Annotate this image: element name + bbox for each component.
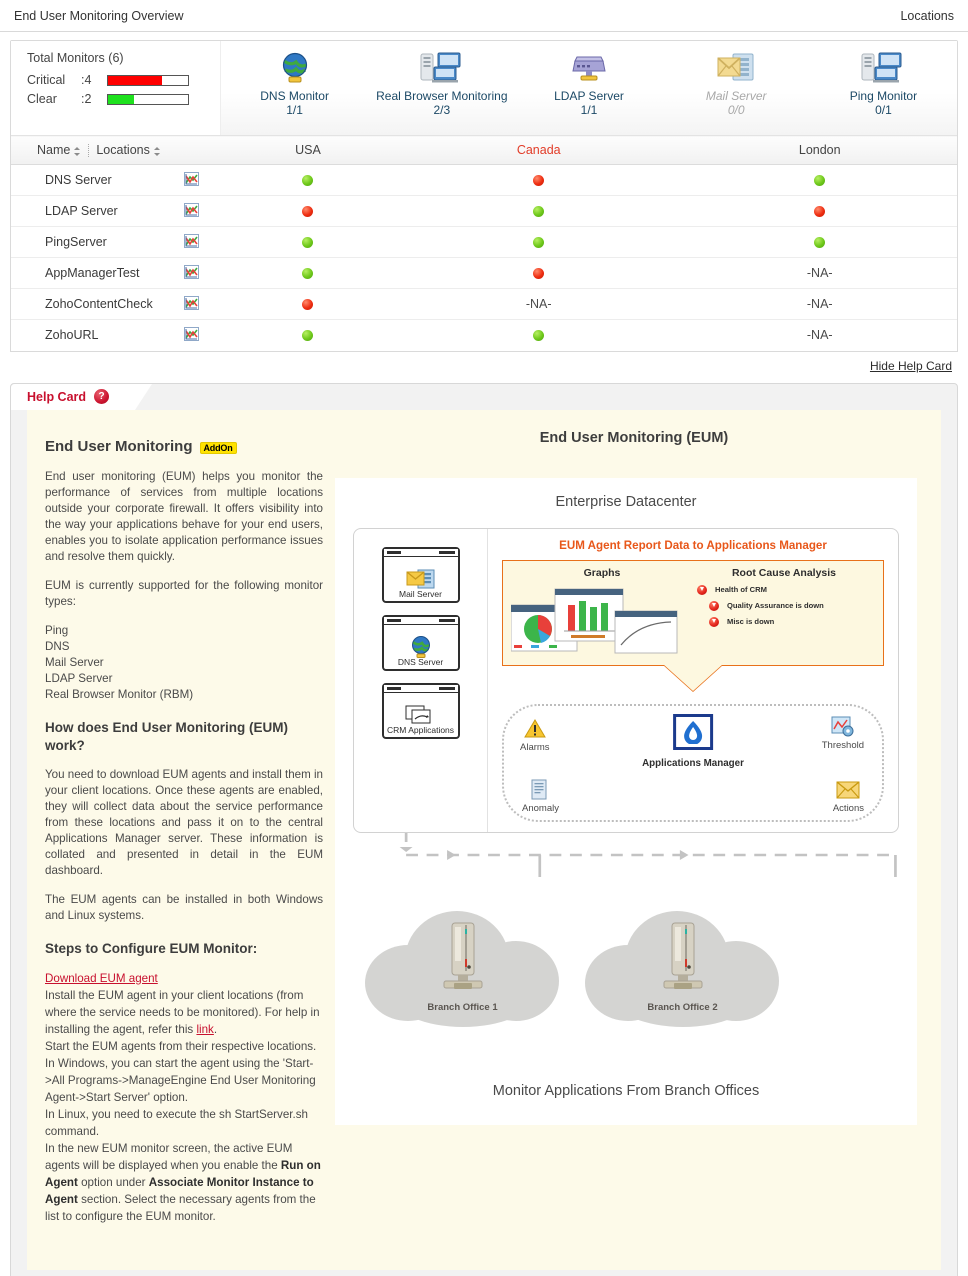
row-status-canada [395, 227, 683, 258]
summary-panel [10, 40, 958, 135]
row-status-canada [395, 320, 683, 351]
monitor-type-count: 0/0 [727, 103, 745, 117]
table-head [11, 136, 957, 165]
applications-manager-node [642, 714, 744, 769]
node-dns-server [382, 615, 460, 671]
diagram-footer: Monitor Applications From Branch Offices [492, 1082, 760, 1099]
help-install-link[interactable]: link [196, 1022, 214, 1036]
rca-label: Root Cause Analysis [731, 566, 837, 579]
header-name-label[interactable]: Name [37, 143, 71, 157]
help-step-4 [45, 1140, 327, 1225]
help-card-body [27, 410, 941, 1270]
status-na: -NA- [806, 328, 833, 343]
monitor-type-name: Mail Server [705, 89, 767, 103]
document-icon [522, 777, 559, 803]
help-step-4-text-e: section. Select the necessary agents from the list to configure the EUM monitor. [45, 1192, 316, 1223]
row-graph-cell[interactable] [161, 227, 221, 258]
row-status-london [682, 289, 957, 320]
monitor-type-name: Ping Monitor [849, 89, 918, 103]
help-card-tab[interactable] [11, 384, 135, 410]
rca-item [697, 601, 875, 611]
stat-critical-value: :4 [81, 73, 92, 87]
status-dot-clear[interactable] [814, 175, 825, 186]
row-status-usa [221, 165, 395, 196]
monitor-type-count: 1/1 [286, 103, 303, 117]
help-card-tab-label: Help Card [27, 389, 87, 404]
diagram-title: End User Monitoring (EUM) [539, 429, 729, 446]
header-locations-label[interactable]: Locations [96, 143, 150, 157]
row-monitor-name[interactable]: AppManagerTest [11, 258, 161, 289]
status-na: -NA- [806, 266, 833, 280]
monitor-type-name: Real Browser Monitoring [376, 89, 508, 103]
warning-triangle-icon [520, 716, 550, 742]
row-status-usa [221, 320, 395, 351]
monitor-type-item: LDAP Server [45, 671, 113, 685]
row-status-canada [395, 165, 683, 196]
monitors-table [11, 135, 957, 351]
status-dot-critical[interactable] [302, 299, 313, 310]
row-status-usa [221, 289, 395, 320]
monitor-type-count: 1/1 [580, 103, 598, 117]
help-card [10, 383, 958, 1276]
total-monitors-label: Total Monitors (6) [27, 51, 124, 65]
table-row[interactable] [11, 196, 957, 227]
server-rack-icon [438, 921, 488, 997]
table-body [11, 165, 957, 351]
help-step-4-text-a: In the new EUM monitor screen, the active EUM agents will be displayed when you enable the [45, 1141, 293, 1172]
feature-threshold-label: Threshold [821, 739, 864, 751]
row-monitor-name[interactable]: ZohoContentCheck [11, 289, 161, 320]
monitor-type-item: Ping [45, 623, 69, 637]
row-status-usa [221, 196, 395, 227]
monitor-type-name: DNS Monitor [260, 89, 329, 103]
help-step-1-text-a: Install the EUM agent in your client locations (from where the service needs to be monitored). For help in installing the agent, refer this [45, 988, 320, 1036]
help-card-text-column [27, 410, 327, 1270]
help-step-1 [45, 987, 327, 1038]
row-graph-cell[interactable] [161, 258, 221, 289]
status-dot-clear[interactable] [533, 206, 544, 217]
row-status-usa [221, 227, 395, 258]
monitor-types-list [45, 623, 327, 703]
monitor-type-real-browser-monitoring[interactable] [368, 41, 515, 135]
applications-manager-label: Applications Manager [642, 757, 744, 769]
help-heading-how-it-works: How does End User Monitoring (EUM) work? [45, 719, 288, 753]
node-dns-server-label: DNS Server [397, 656, 444, 667]
status-na: -NA- [806, 297, 833, 311]
chart-icon[interactable] [184, 327, 199, 341]
branch-offices [335, 887, 917, 1077]
monitor-type-mail-server[interactable] [663, 41, 810, 135]
chart-icon[interactable] [184, 203, 199, 217]
sort-arrow-icon[interactable] [74, 147, 81, 156]
row-monitor-name[interactable]: ZohoURL [45, 328, 99, 343]
chart-icon[interactable] [184, 172, 199, 186]
chart-icon[interactable] [184, 234, 199, 248]
table-row[interactable] [11, 258, 957, 289]
dns-globe-icon [408, 636, 434, 658]
row-graph-cell[interactable] [161, 289, 221, 320]
row-graph-cell[interactable] [161, 320, 221, 351]
node-crm-applications [382, 683, 460, 739]
help-step-4-text-c: option under [77, 1175, 149, 1189]
branch-office-1-label: Branch Office 1 [427, 1001, 498, 1013]
help-heading-steps: Steps to Configure EUM Monitor: [45, 940, 258, 956]
header-name-locations [11, 136, 221, 165]
top-bar [0, 0, 968, 32]
row-status-london [682, 165, 957, 196]
monitor-type-item: Real Browser Monitor (RBM) [45, 687, 194, 701]
status-dot-clear[interactable] [302, 237, 313, 248]
feature-alarms-label: Alarms [520, 741, 550, 753]
help-paragraph-3: You need to download EUM agents and install them in your client locations. Once these agents are enabled, they will collect data about the service performance from these locations and pass it on to the central Applications Manager server. These information is collated and presented in detail in the EUM dashboard. [45, 767, 324, 877]
feature-actions-label: Actions [832, 802, 864, 814]
chart-icon[interactable] [184, 296, 199, 310]
critical-down-icon [709, 601, 719, 611]
dns-globe-icon [278, 50, 312, 86]
feature-threshold [822, 714, 864, 751]
eum-report-box [502, 560, 884, 666]
help-paragraph-2: EUM is currently supported for the following monitor types: [45, 578, 323, 608]
applications-manager-logo-icon [673, 714, 713, 750]
datacenter-box [353, 528, 899, 833]
help-paragraph-4: The EUM agents can be installed in both Windows and Linux systems. [45, 892, 323, 922]
feature-anomaly [522, 777, 559, 814]
stat-clear [27, 92, 220, 106]
branch-office-2-label: Branch Office 2 [647, 1001, 718, 1013]
header-divider [88, 144, 89, 157]
header-col-usa[interactable]: USA [221, 136, 395, 165]
monitor-type-ping-monitor[interactable] [810, 41, 957, 135]
rca-item [697, 585, 875, 595]
row-graph-cell[interactable] [161, 165, 221, 196]
status-dot-clear[interactable] [533, 330, 544, 341]
help-step-4-bold-run-on-agent: Run on Agent [45, 1158, 321, 1189]
monitor-type-dns-monitor[interactable] [221, 41, 368, 135]
monitor-totals [11, 41, 221, 135]
stat-critical-label: Critical [27, 73, 66, 87]
status-dot-clear[interactable] [814, 237, 825, 248]
stat-critical-bar [107, 75, 189, 86]
locations-link[interactable]: Locations [900, 8, 954, 23]
node-crm-applications-label: CRM Applications [386, 724, 455, 735]
eum-report-title: EUM Agent Report Data to Applications Manager [559, 538, 827, 552]
status-dot-critical[interactable] [533, 268, 544, 279]
stat-clear-bar [107, 94, 189, 105]
critical-down-icon [697, 585, 707, 595]
status-dot-critical[interactable] [814, 206, 825, 217]
row-status-canada [395, 196, 683, 227]
page-title: End User Monitoring Overview [14, 8, 184, 23]
branch-office-1 [365, 905, 560, 1035]
row-status-canada [395, 258, 683, 289]
window-titlebar [384, 549, 458, 557]
monitor-type-ldap-server[interactable] [515, 41, 662, 135]
status-dot-critical[interactable] [302, 206, 313, 217]
rca-item-label: Health of CRM [715, 585, 767, 594]
connector-lines [335, 833, 917, 879]
feature-anomaly-label: Anomaly [522, 802, 559, 814]
table-row[interactable] [11, 227, 957, 258]
monitor-type-item: Mail Server [45, 655, 104, 669]
download-eum-agent-link[interactable]: Download EUM agent [45, 971, 158, 985]
rca-item-label: Quality Assurance is down [727, 601, 824, 610]
row-monitor-name[interactable]: PingServer [11, 227, 161, 258]
help-heading-eum [45, 438, 327, 455]
ping-monitor-icon [861, 50, 905, 86]
down-arrow-icon [663, 664, 723, 691]
status-na: -NA- [525, 297, 552, 311]
chart-icon[interactable] [184, 265, 199, 279]
help-heading-text: End User Monitoring [45, 437, 193, 455]
status-dot-critical[interactable] [533, 175, 544, 186]
feature-actions [833, 777, 864, 814]
window-titlebar [384, 685, 458, 693]
header-col-london[interactable]: London [682, 136, 957, 165]
addon-badge: AddOn [200, 442, 237, 454]
datacenter-details [488, 529, 898, 832]
diagram-canvas [335, 478, 917, 1125]
row-status-london [682, 227, 957, 258]
rca-item-label: Misc is down [727, 617, 775, 626]
status-dot-clear[interactable] [533, 237, 544, 248]
hide-help-card-link[interactable]: Hide Help Card [869, 358, 952, 373]
node-mail-server-label: Mail Server [399, 588, 442, 599]
crm-apps-icon [405, 704, 437, 726]
envelope-icon [833, 777, 864, 803]
status-dot-clear[interactable] [302, 330, 313, 341]
help-card-diagram-column [327, 410, 941, 1270]
applications-manager-features [502, 704, 884, 822]
graphs-column [511, 567, 693, 657]
rca-column [693, 567, 875, 657]
monitor-type-name: LDAP Server [554, 89, 624, 103]
help-step-3: In Linux, you need to execute the sh StartServer.sh command. [45, 1107, 308, 1138]
table-header-row [11, 136, 957, 165]
row-graph-cell[interactable] [161, 196, 221, 227]
row-status-usa [221, 258, 395, 289]
mail-server-icon [406, 568, 436, 590]
help-paragraph-1: End user monitoring (EUM) helps you monitor the performance of services from multiple locations outside your corporate firewall. It offers visibility into the way your applications behave for your end users, enables you to isolate application performance issues and resolve them quickly. [45, 469, 323, 563]
table-row[interactable] [11, 320, 957, 351]
window-titlebar [384, 617, 458, 625]
header-col-canada[interactable]: Canada [395, 136, 683, 165]
status-dot-clear[interactable] [302, 175, 313, 186]
datacenter-services [354, 529, 488, 832]
server-rack-icon [658, 921, 708, 997]
real-browser-icon [420, 50, 464, 86]
table-row[interactable] [11, 289, 957, 320]
row-status-canada [395, 289, 683, 320]
rca-item [697, 617, 875, 627]
summary-row [11, 41, 957, 135]
monitor-type-cells [221, 41, 957, 135]
stat-clear-value: :2 [81, 92, 92, 106]
graphs-label: Graphs [583, 566, 621, 579]
monitors-table-container [10, 135, 958, 352]
help-card-tab-row [11, 384, 957, 410]
row-status-london [682, 258, 957, 289]
graphs-thumbnail-icon [511, 583, 693, 657]
help-steps [45, 970, 327, 1225]
row-monitor-name[interactable]: LDAP Server [11, 196, 161, 227]
node-mail-server [382, 547, 460, 603]
row-status-london [682, 196, 957, 227]
monitor-type-count: 0/1 [875, 103, 892, 117]
mail-server-icon [716, 50, 756, 86]
table-row[interactable] [11, 165, 957, 196]
monitor-type-count: 2/3 [433, 103, 451, 117]
stat-critical [27, 73, 220, 87]
feature-alarms [520, 716, 550, 753]
help-step-1-text-b: . [213, 1022, 218, 1036]
help-step-2: Start the EUM agents from their respective locations. In Windows, you can start the agent using the 'Start->All Programs->ManageEngine End User Monitoring Agent->Start Server' option. [45, 1039, 317, 1104]
status-dot-clear[interactable] [302, 268, 313, 279]
row-monitor-name[interactable]: DNS Server [11, 165, 161, 196]
hide-help-card-row [10, 352, 958, 379]
row-status-london [682, 320, 957, 351]
question-mark-icon[interactable]: ? [94, 389, 109, 404]
stat-clear-label: Clear [27, 92, 57, 106]
critical-down-icon [709, 617, 719, 627]
sort-arrow-icon[interactable] [154, 147, 161, 156]
branch-office-2 [585, 905, 780, 1035]
threshold-gear-icon [822, 714, 864, 740]
help-step-4-bold-associate: Associate Monitor Instance to Agent [45, 1175, 314, 1206]
datacenter-label: Enterprise Datacenter [555, 493, 697, 510]
monitor-type-item: DNS [45, 639, 70, 653]
ldap-server-icon [569, 50, 609, 86]
